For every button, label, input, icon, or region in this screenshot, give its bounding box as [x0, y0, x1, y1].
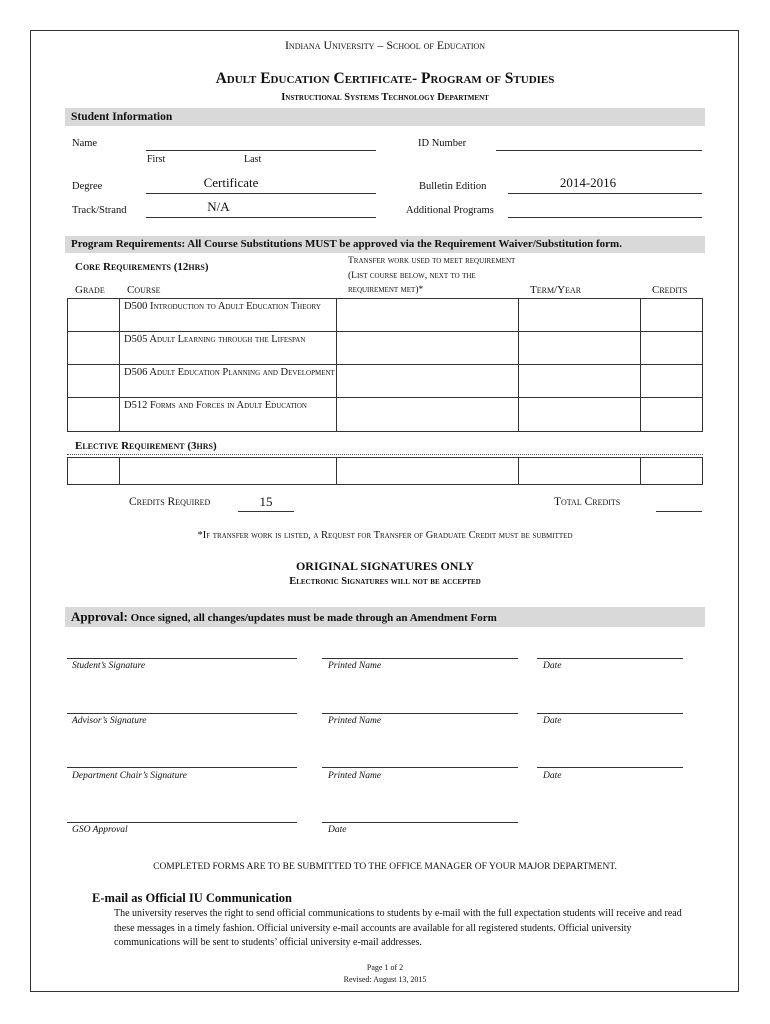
- track-label: Track/Strand: [72, 205, 127, 216]
- transfer-cell[interactable]: [337, 458, 519, 485]
- gso-date-label: Date: [328, 825, 347, 835]
- advisor-signature-field[interactable]: [67, 713, 297, 714]
- requirements-bar: Program Requirements: All Course Substitutions MUST be approved via the Requirement Waiver/Substitution form.: [65, 236, 705, 253]
- date-field[interactable]: [537, 713, 683, 714]
- table-row: [68, 398, 703, 432]
- printed-name-label: Printed Name: [328, 716, 382, 726]
- course-cell: D506 Adult Education Planning and Development: [120, 365, 337, 398]
- degree-label: Degree: [72, 181, 103, 192]
- student-signature-label: Student’s Signature: [72, 661, 146, 671]
- table-row: [68, 458, 703, 485]
- term-cell[interactable]: [519, 365, 641, 398]
- table-row: [68, 365, 703, 398]
- transfer-cell[interactable]: [337, 299, 519, 332]
- track-value[interactable]: N/A: [207, 199, 230, 214]
- course-cell: D505 Adult Learning through the Lifespan: [120, 332, 337, 365]
- bulletin-value[interactable]: 2014-2016: [559, 175, 617, 190]
- advisor-signature-label: Advisor’s Signature: [72, 716, 147, 726]
- printed-name-label: Printed Name: [328, 771, 382, 781]
- chair-signature-field[interactable]: [67, 767, 297, 768]
- department-name: Instructional Systems Technology Department: [281, 92, 489, 103]
- chair-signature-label: Department Chair’s Signature: [72, 771, 187, 781]
- approval-bar-heading: Approval:: [71, 609, 128, 624]
- form-title: Adult Education Certificate- Program of Studies: [215, 70, 555, 87]
- credits-cell[interactable]: [641, 398, 703, 432]
- student-signature-field[interactable]: [67, 658, 297, 659]
- degree-value[interactable]: Certificate: [203, 175, 259, 190]
- additional-field[interactable]: [508, 217, 702, 218]
- completed-forms-note: COMPLETED FORMS ARE TO BE SUBMITTED TO THE OFFICE MANAGER OF YOUR MAJOR DEPARTMENT.: [153, 862, 617, 872]
- bulletin-field-line: [508, 193, 702, 194]
- core-title: Core Requirements (12hrs): [75, 261, 209, 273]
- col-course: Course: [127, 284, 161, 296]
- term-cell[interactable]: [519, 332, 641, 365]
- total-credits-label: Total Credits: [554, 496, 621, 508]
- term-cell[interactable]: [519, 458, 641, 485]
- col-grade: Grade: [75, 284, 105, 296]
- total-credits-field[interactable]: [656, 511, 702, 512]
- transfer-cell[interactable]: [337, 365, 519, 398]
- date-label: Date: [543, 716, 562, 726]
- course-cell: D500 Introduction to Adult Education Theory: [120, 299, 337, 332]
- page-number: Page 1 of 2: [366, 963, 404, 972]
- credits-cell[interactable]: [641, 365, 703, 398]
- additional-label: Additional Programs: [406, 205, 494, 216]
- email-title: E-mail as Official IU Communication: [92, 891, 292, 905]
- date-label: Date: [543, 771, 562, 781]
- course-cell: D512 Forms and Forces in Adult Education: [120, 398, 337, 432]
- date-label: Date: [543, 661, 562, 671]
- id-label: ID Number: [418, 138, 467, 149]
- term-cell[interactable]: [519, 299, 641, 332]
- bulletin-label: Bulletin Edition: [419, 181, 487, 192]
- track-field-line: [146, 217, 376, 218]
- printed-name-field[interactable]: [322, 767, 518, 768]
- approval-bar-text: Once signed, all changes/updates must be made through an Amendment Form: [127, 612, 497, 624]
- degree-field-line: [146, 193, 376, 194]
- printed-name-field[interactable]: [322, 658, 518, 659]
- credits-required-label: Credits Required: [129, 496, 211, 508]
- credits-required-value[interactable]: 15: [259, 494, 273, 509]
- gso-date-field[interactable]: [322, 822, 518, 823]
- printed-name-label: Printed Name: [328, 661, 382, 671]
- credits-cell[interactable]: [641, 458, 703, 485]
- grade-cell[interactable]: [68, 365, 120, 398]
- name-label: Name: [72, 138, 98, 149]
- id-field[interactable]: [496, 150, 702, 151]
- grade-cell[interactable]: [68, 332, 120, 365]
- col-credits: Credits: [652, 284, 688, 296]
- core-table: [67, 298, 703, 432]
- electronic-signatures-note: Electronic Signatures will not be accepted: [289, 576, 481, 587]
- student-info-bar: Student Information: [65, 108, 705, 126]
- approval-bar: [65, 607, 705, 627]
- table-row: [68, 299, 703, 332]
- last-label: Last: [244, 154, 262, 165]
- grade-cell[interactable]: [68, 458, 120, 485]
- first-label: First: [147, 154, 166, 165]
- elective-divider: [67, 454, 703, 455]
- gso-approval-label: GSO Approval: [72, 825, 128, 835]
- email-body: The university reserves the right to send official communications to students by e-mail with the full expectation students will receive and read these messages in a timely fashion. Official university e-mail accounts are available for all registered students. Official university communications will be sent to students’ official university e-mail addresses.: [114, 908, 682, 948]
- transfer-cell[interactable]: [337, 398, 519, 432]
- revised-date: Revised: August 13, 2015: [343, 975, 427, 984]
- col-term: Term/Year: [530, 284, 582, 296]
- course-cell[interactable]: [120, 458, 337, 485]
- elective-table: [67, 457, 703, 485]
- transfer-cell[interactable]: [337, 332, 519, 365]
- printed-name-field[interactable]: [322, 713, 518, 714]
- term-cell[interactable]: [519, 398, 641, 432]
- grade-cell[interactable]: [68, 398, 120, 432]
- credits-required-line: [238, 511, 294, 512]
- credits-cell[interactable]: [641, 299, 703, 332]
- grade-cell[interactable]: [68, 299, 120, 332]
- original-signatures: ORIGINAL SIGNATURES ONLY: [295, 559, 475, 573]
- transfer-note: Transfer work used to meet requirement (List course below, next to the requirement met)*: [348, 256, 516, 295]
- date-field[interactable]: [537, 767, 683, 768]
- credits-cell[interactable]: [641, 332, 703, 365]
- date-field[interactable]: [537, 658, 683, 659]
- table-row: [68, 332, 703, 365]
- name-field[interactable]: [146, 150, 376, 151]
- elective-title: Elective Requirement (3hrs): [75, 440, 217, 452]
- institution: Indiana University – School of Education: [284, 38, 486, 52]
- gso-approval-field[interactable]: [67, 822, 297, 823]
- transfer-footnote: *If transfer work is listed, a Request for Transfer of Graduate Credit must be submitted: [197, 530, 573, 541]
